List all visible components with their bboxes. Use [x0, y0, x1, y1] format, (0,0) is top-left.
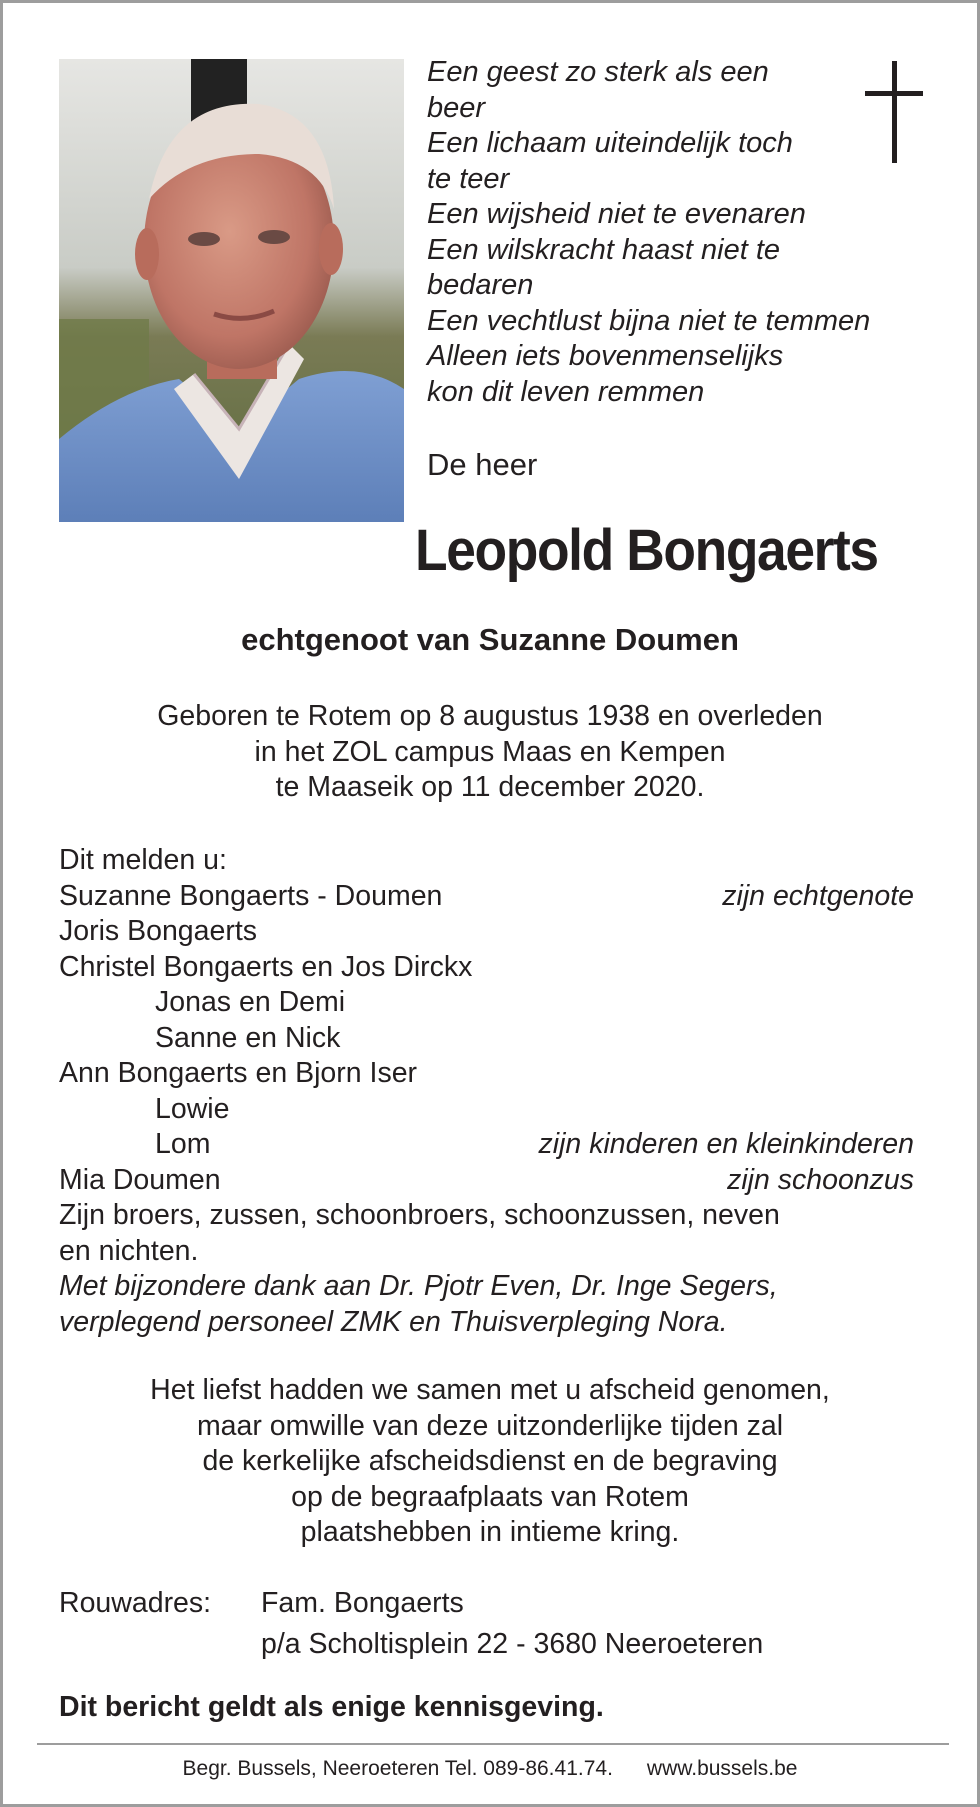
undertaker-info: Begr. Bussels, Neeroeteren Tel. 089-86.41.74. — [182, 1757, 613, 1780]
family-intro: Dit melden u: — [59, 844, 227, 876]
farewell-message — [3, 1373, 977, 1551]
poem-line: Een wilskracht haast niet te — [427, 233, 781, 266]
poem-line: Een vechtlust bijna niet te temmen — [427, 304, 871, 337]
mourning-address — [59, 1583, 763, 1665]
footer-divider — [37, 1743, 949, 1745]
family-member-name: Joris Bongaerts — [59, 915, 258, 947]
family-row — [59, 1056, 914, 1092]
website-link[interactable]: www.bussels.be — [646, 1757, 798, 1780]
family-row — [59, 1163, 914, 1199]
farewell-line: maar omwille van deze uitzonderlijke tijden zal — [196, 1409, 784, 1442]
family-row — [59, 879, 914, 915]
family-member-name: Christel Bongaerts en Jos Dirckx — [59, 950, 473, 983]
thanks-line: verplegend personeel ZMK en Thuisverpleging Nora. — [59, 1305, 728, 1338]
birth-death-line: te Maaseik op 11 december 2020. — [275, 771, 705, 803]
poem-line: Een geest zo sterk als een — [427, 56, 769, 88]
farewell-line: op de begraafplaats van Rotem — [291, 1480, 689, 1513]
relatives-line: en nichten. — [59, 1234, 199, 1267]
family-row — [59, 914, 914, 950]
family-row — [59, 1021, 914, 1057]
thanks-line: Met bijzondere dank aan Dr. Pjotr Even, Dr. Inge Segers, — [59, 1270, 778, 1302]
family-member-name: Lom — [155, 1128, 211, 1160]
family-role: zijn kinderen en kleinkinderen — [538, 1128, 914, 1160]
family-row — [59, 1127, 914, 1163]
deceased-name: Leopold Bongaerts — [415, 518, 878, 583]
family-row — [59, 985, 914, 1021]
poem-line: beer — [427, 91, 486, 124]
address-label: Rouwadres: — [59, 1587, 212, 1619]
family-member-name: Jonas en Demi — [155, 986, 346, 1018]
poem-line: Een wijsheid niet te evenaren — [427, 198, 806, 230]
relatives-line: Zijn broers, zussen, schoonbroers, schoonzussen, neven — [59, 1199, 780, 1231]
birth-death-line: in het ZOL campus Maas en Kempen — [254, 735, 726, 768]
farewell-line: Het liefst hadden we samen met u afscheid genomen, — [150, 1374, 830, 1406]
family-member-name: Ann Bongaerts en Bjorn Iser — [59, 1057, 418, 1089]
family-row — [59, 1092, 914, 1128]
poem-line: Alleen iets bovenmenselijks — [427, 340, 784, 372]
footer — [3, 1757, 977, 1781]
family-member-name: Suzanne Bongaerts - Doumen — [59, 879, 443, 912]
family-row — [59, 950, 914, 986]
poem-line: kon dit leven remmen — [427, 375, 705, 408]
family-announcement — [59, 843, 914, 1340]
poem-line: bedaren — [427, 269, 534, 301]
farewell-line: plaatshebben in intieme kring. — [300, 1516, 680, 1548]
family-role: zijn schoonzus — [727, 1163, 914, 1196]
family-role: zijn echtgenote — [722, 879, 914, 912]
family-member-name: Sanne en Nick — [155, 1021, 341, 1054]
address-line-2: p/a Scholtisplein 22 - 3680 Neeroeteren — [261, 1628, 764, 1660]
memorial-poem — [427, 55, 927, 410]
portrait-photo — [59, 59, 404, 522]
poem-line: te teer — [427, 162, 510, 195]
birth-death-line: Geboren te Rotem op 8 augustus 1938 en overleden — [157, 700, 823, 732]
family-member-name: Lowie — [155, 1092, 230, 1125]
family-member-name: Mia Doumen — [59, 1163, 221, 1196]
cross-icon — [865, 61, 923, 163]
farewell-line: de kerkelijke afscheidsdienst en de begraving — [202, 1445, 778, 1477]
address-line-1: Fam. Bongaerts — [261, 1587, 464, 1619]
honorific: De heer — [427, 447, 538, 482]
poem-line: Een lichaam uiteindelijk toch — [427, 127, 793, 159]
spouse-line: echtgenoot van Suzanne Doumen — [241, 622, 739, 657]
birth-death-details — [3, 699, 977, 806]
notice-text: Dit bericht geldt als enige kennisgeving. — [59, 1691, 604, 1723]
